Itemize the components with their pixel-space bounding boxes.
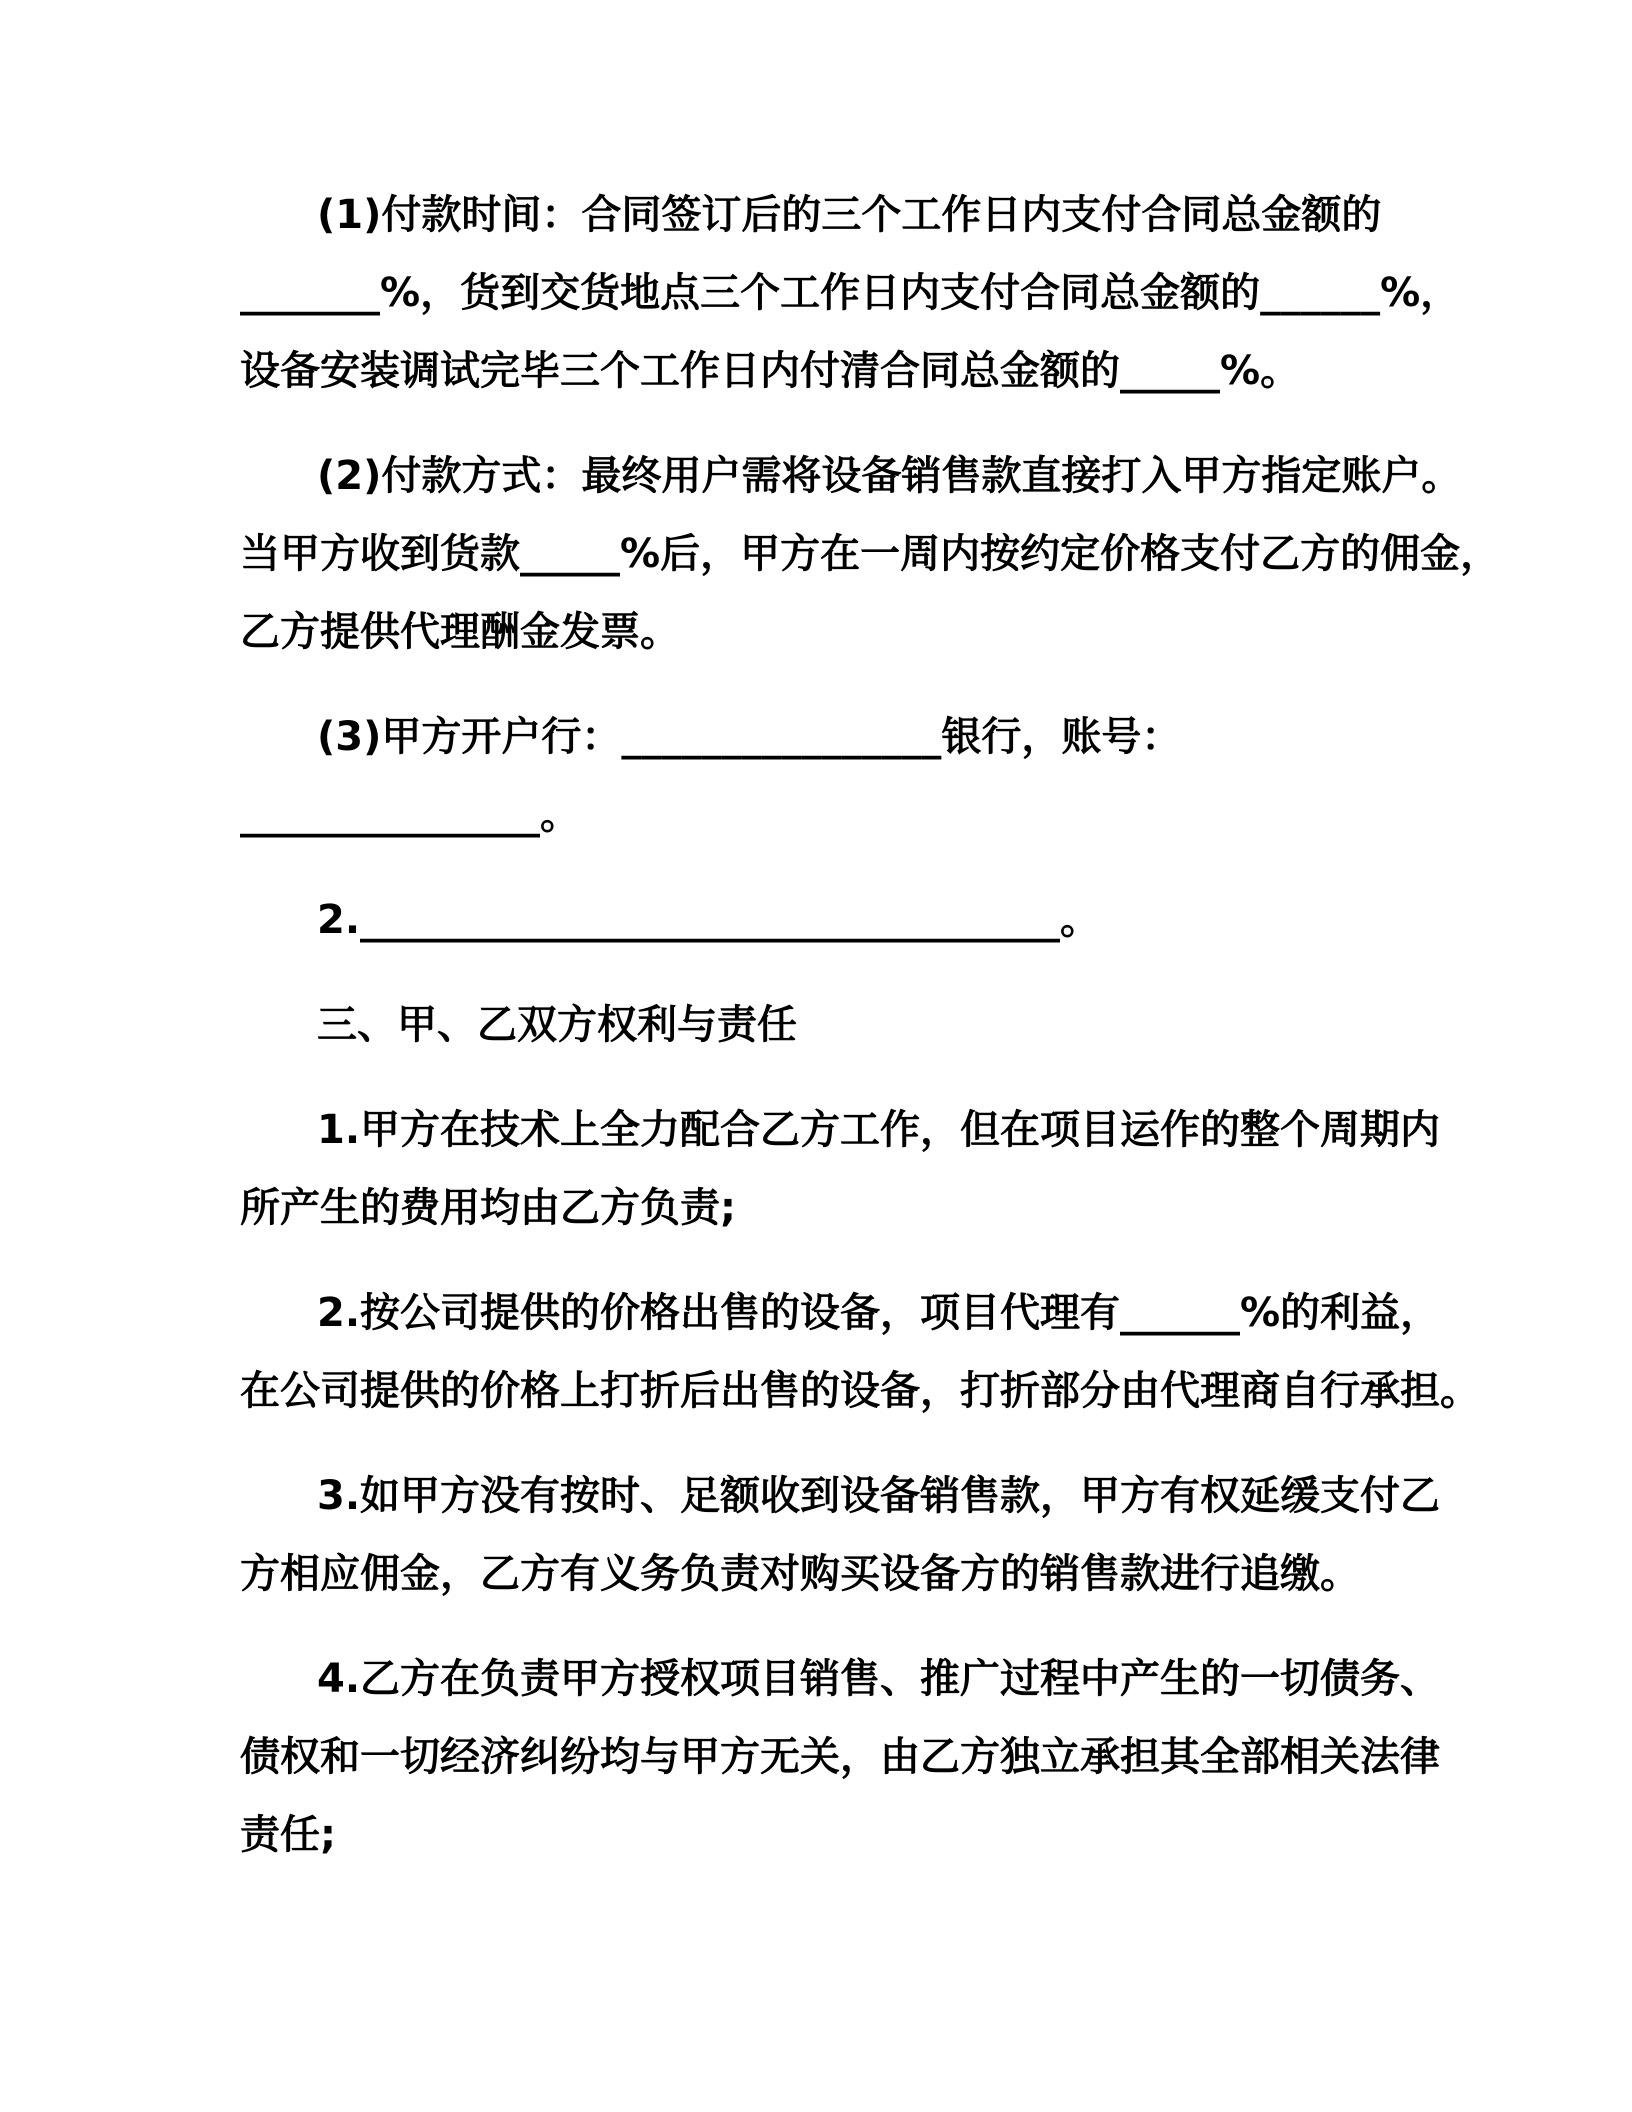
text-line: 在公司提供的价格上打折后出售的设备，打折部分由代理商自行承担。: [240, 1368, 1480, 1414]
text-line: 债权和一切经济纠纷均与甲方无关，由乙方独立承担其全部相关法律: [240, 1734, 1440, 1780]
text-line: 方相应佣金，乙方有义务负责对购买设备方的销售款进行追缴。: [240, 1551, 1360, 1597]
paragraph: [240, 1457, 1482, 1613]
text-line: 3.如甲方没有按时、足额收到设备销售款，甲方有权延缓支付乙: [317, 1473, 1441, 1519]
text-line: _______%，货到交货地点三个工作日内支付合同总金额的______%，: [240, 270, 1461, 316]
text-line: 当甲方收到货款_____%后，甲方在一周内按约定价格支付乙方的佣金，: [240, 531, 1501, 577]
text-line: (2)付款方式：最终用户需将设备销售款直接打入甲方指定账户。: [317, 453, 1462, 499]
paragraph: [240, 1091, 1482, 1247]
text-line: 三、甲、乙双方权利与责任: [317, 1002, 797, 1048]
paragraph: [240, 986, 1482, 1064]
paragraph: [240, 176, 1482, 410]
text-line: 1.甲方在技术上全力配合乙方工作，但在项目运作的整个周期内: [317, 1107, 1441, 1153]
text-line: 设备安装调试完毕三个工作日内付清合同总金额的_____%。: [240, 348, 1301, 394]
paragraph: [240, 881, 1482, 959]
text-line: 4.乙方在负责甲方授权项目销售、推广过程中产生的一切债务、: [317, 1656, 1441, 1702]
paragraph: [240, 698, 1482, 854]
text-line: 2.___________________________________。: [317, 897, 1101, 943]
text-line: (3)甲方开户行：________________银行，账号：: [317, 714, 1182, 760]
text-line: 2.按公司提供的价格出售的设备，项目代理有______%的利益，: [317, 1290, 1441, 1336]
text-line: 乙方提供代理酬金发票。: [240, 609, 680, 655]
paragraph: [240, 1640, 1482, 1874]
text-line: _______________。: [240, 792, 580, 838]
text-line: 责任;: [240, 1812, 336, 1858]
text-line: 所产生的费用均由乙方负责;: [240, 1185, 736, 1231]
paragraph: [240, 1274, 1482, 1430]
text-line: (1)付款时间：合同签订后的三个工作日内支付合同总金额的: [317, 192, 1382, 238]
paragraph: [240, 437, 1501, 671]
